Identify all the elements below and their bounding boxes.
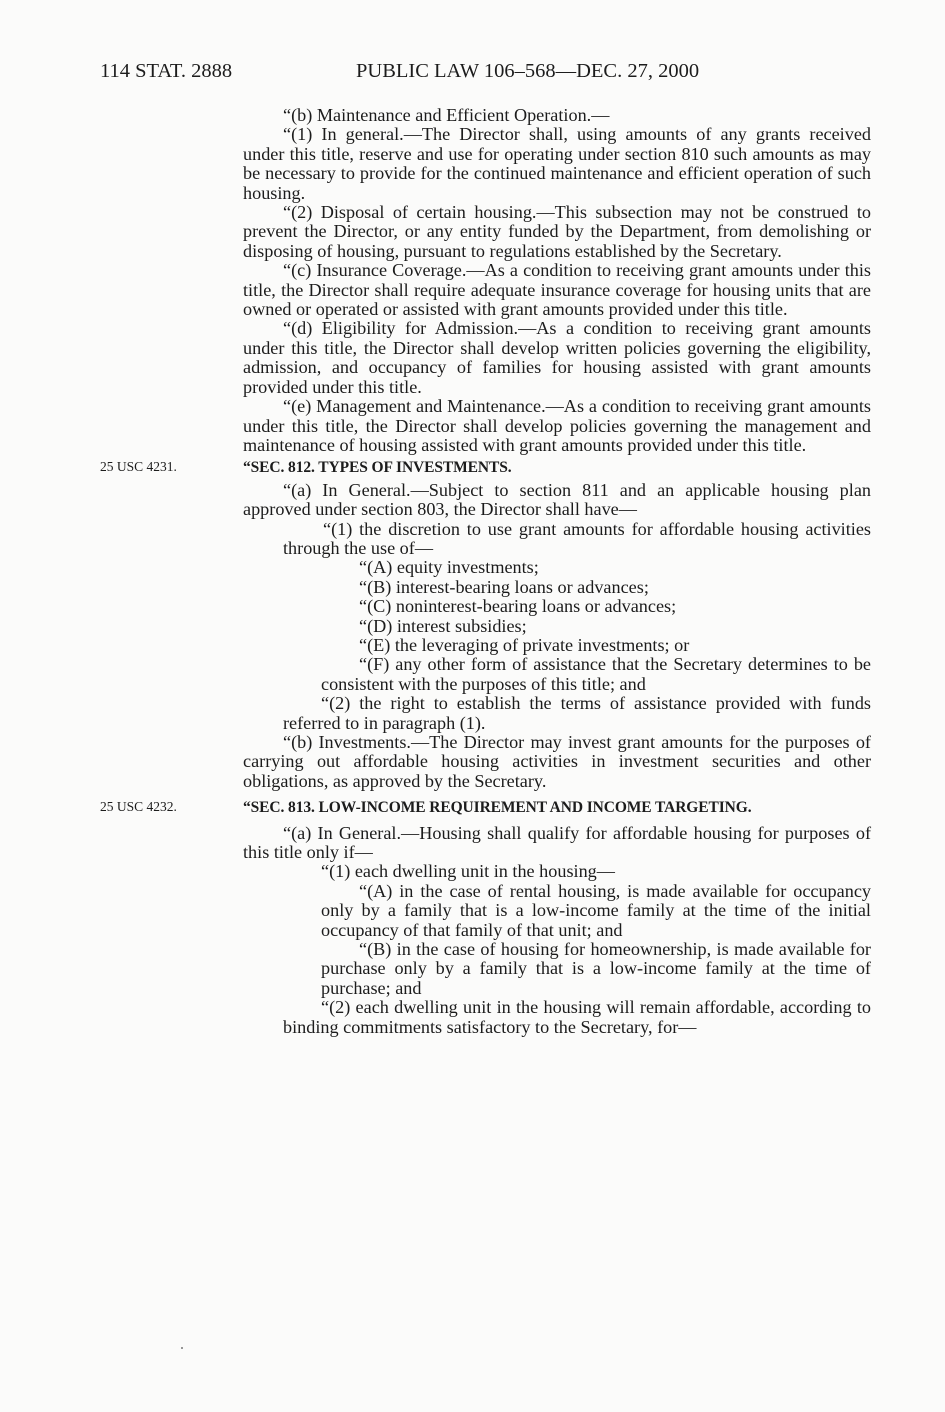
subsection-d: “(d) Eligibility for Admission.—As a condition to receiving grant amounts under this title, the Director shall develop written policies governing the eligibility, admission, and occupancy of families for housing assisted with grant amounts provided under this title. (243, 318, 871, 397)
usc-citation-4232: 25 USC 4232. (100, 799, 177, 815)
section-812-b: “(b) Investments.—The Director may invest grant amounts for the purposes of carrying out affordable housing activities in investment securities and other obligations, as approved by the Secretary. (243, 732, 871, 791)
subsection-b-heading: “(b) Maintenance and Efficient Operation.— (283, 105, 610, 125)
section-813-row (100, 795, 871, 820)
subsection-e: “(e) Management and Maintenance.—As a condition to receiving grant amounts under this title, the Director shall develop policies governing the management and maintenance of housing assisted with grant amounts provided under this title. (243, 396, 871, 455)
usc-citation-4231: 25 USC 4231. (100, 459, 177, 475)
section-813-A: “(A) in the case of rental housing, is made available for occupancy only by a family that is a low-income family at the time of the initial occupancy of that family of that unit; and (321, 880, 871, 940)
section-813-a: “(a) In General.—Housing shall qualify for affordable housing for purposes of this title only if— (243, 822, 871, 863)
section-812-a2: “(2) the right to establish the terms of assistance provided with funds referred to in paragraph (1). (283, 693, 871, 733)
section-813-heading: “SEC. 813. LOW-INCOME REQUIREMENT AND INCOME TARGETING. (243, 799, 752, 817)
law-title: PUBLIC LAW 106–568—DEC. 27, 2000 (356, 60, 700, 82)
section-812-A: “(A) equity investments; (359, 557, 539, 578)
section-812-C: “(C) noninterest-bearing loans or advances; (359, 596, 677, 617)
section-812-E: “(E) the leveraging of private investments; or (359, 634, 690, 655)
section-812-F: “(F) any other form of assistance that the Secretary determines to be consistent with the purposes of this title; and (321, 654, 871, 694)
section-812-heading: “SEC. 812. TYPES OF INVESTMENTS. (243, 459, 512, 477)
subsection-c: “(c) Insurance Coverage.—As a condition to receiving grant amounts under this title, the Director shall require adequate insurance coverage for housing units that are owned or operated or assisted with grant amounts provided under this title. (243, 260, 871, 320)
law-text (100, 105, 871, 1037)
stat-page-number: 114 STAT. 2888 (100, 60, 233, 82)
section-812-a: “(a) In General.—Subject to section 811 and an applicable housing plan approved under section 803, the Director shall have— (243, 479, 871, 520)
section-813-a1: “(1) each dwelling unit in the housing— (321, 861, 615, 882)
section-812-a1: “(1) the discretion to use grant amounts for affordable housing activities through the use of— (283, 518, 871, 558)
section-813-B: “(B) in the case of housing for homeownership, is made available for purchase only by a family that is a low-income family at the time of purchase; and (321, 939, 871, 998)
paragraph-b1: “(1) In general.—The Director shall, using amounts of any grants received under this title, reserve and use for operating under section 810 such amounts as may be necessary to provide for the continued maintenance and efficient operation of such housing. (243, 124, 871, 203)
section-812-row (100, 455, 871, 480)
section-813-a2: “(2) each dwelling unit in the housing will remain affordable, according to binding commitments satisfactory to the Secretary, for— (283, 997, 871, 1037)
section-812-D: “(D) interest subsidies; (359, 615, 527, 636)
section-812-B: “(B) interest-bearing loans or advances; (359, 576, 649, 597)
scan-speck (181, 1347, 183, 1349)
paragraph-b2: “(2) Disposal of certain housing.—This subsection may not be construed to prevent the Director, or any entity funded by the Department, from demolishing or disposing of housing, pursuant to regulations established by the Secretary. (243, 202, 871, 261)
